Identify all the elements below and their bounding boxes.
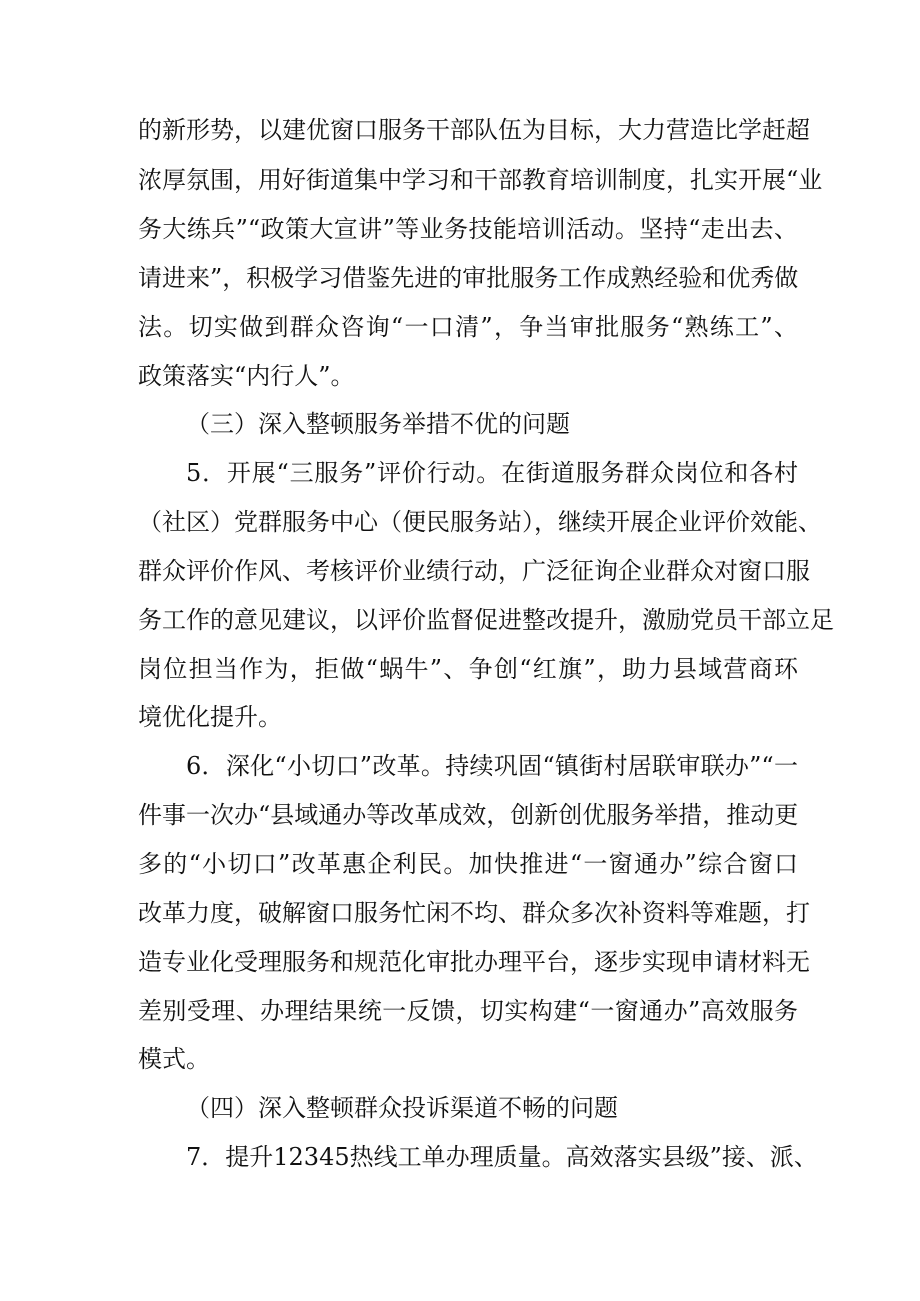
text-line: 造专业化受理服务和规范化审批办理平台，逐步实现申请材料无 [138, 948, 810, 976]
paragraph-first-line: 7．提升12345热线工单办理质量。高效落实县级”接、派、 [186, 1143, 818, 1171]
text-line: 境优化提升。 [138, 703, 282, 731]
section-heading: （三）深入整顿服务举措不优的问题 [186, 410, 570, 438]
paragraph-first-line: 6．深化“小切口”改革。持续巩固“镇街村居联审联办”“一 [186, 752, 798, 780]
text-line: 务大练兵”“政策大宣讲”等业务技能培训活动。坚持“走出去、 [138, 215, 798, 243]
text-line: 请进来”，积极学习借鉴先进的审批服务工作成熟经验和优秀做 [138, 264, 799, 292]
text-line: 法。切实做到群众咨询“一口清”，争当审批服务“熟练工”、 [138, 313, 798, 341]
text-line: 件事一次办“县域通办等改革成效，创新创优服务举措，推动更 [138, 801, 799, 829]
text-line: 模式。 [138, 1045, 210, 1073]
section-heading: （四）深入整顿群众投诉渠道不畅的问题 [186, 1094, 618, 1122]
text-line: （社区）党群服务中心（便民服务站），继续开展企业评价效能、 [138, 508, 822, 536]
text-line: 改革力度，破解窗口服务忙闲不均、群众多次补资料等难题，打 [138, 899, 810, 927]
text-line: 差别受理、办理结果统一反馈，切实构建“一窗通办”高效服务 [138, 997, 798, 1025]
text-line: 群众评价作风、考核评价业绩行动，广泛征询企业群众对窗口服 [138, 557, 810, 585]
text-line: 岗位担当作为，拒做“蜗牛”、争创“红旗”，助力县域营商环 [138, 655, 798, 683]
text-line: 浓厚氛围，用好街道集中学习和干部教育培训制度，扎实开展“业 [138, 166, 823, 194]
text-line: 多的“小切口”改革惠企利民。加快推进“一窗通办”综合窗口 [138, 850, 798, 878]
text-line: 政策落实“内行人”。 [138, 362, 355, 390]
text-line: 的新形势，以建优窗口服务干部队伍为目标，大力营造比学赶超 [138, 116, 810, 144]
paragraph-first-line: 5．开展“三服务”评价行动。在街道服务群众岗位和各村 [186, 459, 798, 487]
text-line: 务工作的意见建议，以评价监督促进整改提升，激励党员干部立足 [138, 606, 834, 634]
